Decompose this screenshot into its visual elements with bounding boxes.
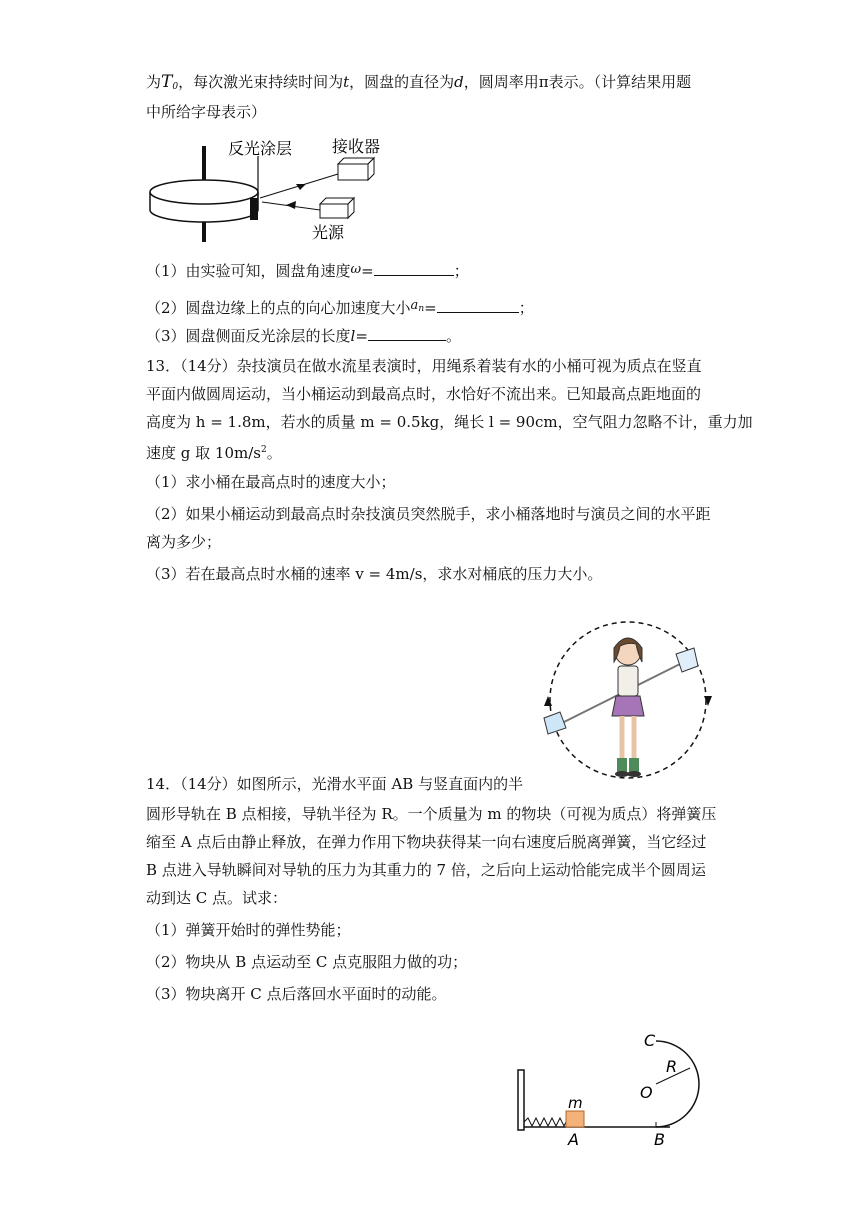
source-box xyxy=(320,198,354,218)
bucket-left xyxy=(544,712,566,734)
label-m: m xyxy=(568,1094,583,1112)
q14-sub2: （2）物块从 B 点运动至 C 点克服阻力做的功； xyxy=(146,953,468,971)
label-A: A xyxy=(568,1130,579,1149)
label-O: O xyxy=(640,1083,653,1102)
track-figure xyxy=(510,1030,730,1150)
answer-blank-2[interactable] xyxy=(437,298,519,313)
performer-figure xyxy=(538,614,718,784)
intro-line-2: 中所给字母表示） xyxy=(146,103,267,121)
q14-line-1: 14．（14分）如图所示，光滑水平面 AB 与竖直面内的半 xyxy=(146,775,524,793)
q14-line-2: 圆形导轨在 B 点相接，导轨半径为 R。一个质量为 m 的物块（可视为质点）将弹簧压 xyxy=(146,805,717,823)
q12-sub2: （2）圆盘边缘上的点的向心加速度大小$a_n=$ ； xyxy=(146,298,534,317)
t0-symbol: $T_0$ xyxy=(161,72,179,92)
spring xyxy=(524,1118,566,1126)
block xyxy=(566,1111,584,1127)
q13-sub3: （3）若在最高点时水桶的速率 v = 4m/s，求水对桶底的压力大小。 xyxy=(146,565,603,583)
q14-line-4: B 点进入导轨瞬间对导轨的压力为其重力的 7 倍，之后向上运动恰能完成半个圆周运 xyxy=(146,861,706,879)
disc-figure xyxy=(140,134,400,244)
q14-sub1: （1）弹簧开始时的弹性势能； xyxy=(146,921,351,939)
q14-line-5: 动到达 C 点。试求： xyxy=(146,889,288,907)
label-source: 光源 xyxy=(312,223,345,242)
q13-line-4: 速度 g 取 $10m/s^2$。 xyxy=(146,444,282,462)
q12-sub3: （3）圆盘侧面反光涂层的长度l= 。 xyxy=(146,327,461,345)
receiver-box xyxy=(338,158,374,180)
label-B: B xyxy=(654,1130,665,1149)
q13-line-2: 平面内做圆周运动，当小桶运动到最高点时，水恰好不流出来。已知最高点距地面的 xyxy=(146,385,702,403)
q13-line-1: 13．（14分）杂技演员在做水流星表演时，用绳系着装有水的小桶可视为质点在竖直 xyxy=(146,357,702,375)
label-coating: 反光涂层 xyxy=(228,139,293,158)
q13-sub2-line-2: 离为多少； xyxy=(146,533,222,551)
label-receiver: 接收器 xyxy=(332,137,381,156)
bucket-right xyxy=(676,648,698,672)
q14-line-3: 缩至 A 点后由静止释放，在弹力作用下物块获得某一向右速度后脱离弹簧，当它经过 xyxy=(146,833,707,851)
label-R: R xyxy=(666,1057,678,1076)
answer-blank-1[interactable] xyxy=(374,261,454,276)
label-C: C xyxy=(644,1031,656,1050)
answer-blank-3[interactable] xyxy=(368,326,446,341)
q13-line-3: 高度为 h = 1.8m，若水的质量 m = 0.5kg，绳长 l = 90cm，空气阻力忽略不计，重力加 xyxy=(146,413,753,431)
q13-sub1: （1）求小桶在最高点时的速度大小； xyxy=(146,473,396,491)
q13-sub2-line-1: （2）如果小桶运动到最高点时杂技演员突然脱手，求小桶落地时与演员之间的水平距 xyxy=(146,505,711,523)
q14-sub3: （3）物块离开 C 点后落回水平面时的动能。 xyxy=(146,985,447,1003)
performer-girl xyxy=(612,638,644,777)
q12-sub1: （1）由实验可知，圆盘角速度ω= ； xyxy=(146,262,469,280)
intro-line-1: 为$T_0$，每次激光束持续时间为t，圆盘的直径为d，圆周率用π表示。（计算结果用题 xyxy=(146,72,692,92)
